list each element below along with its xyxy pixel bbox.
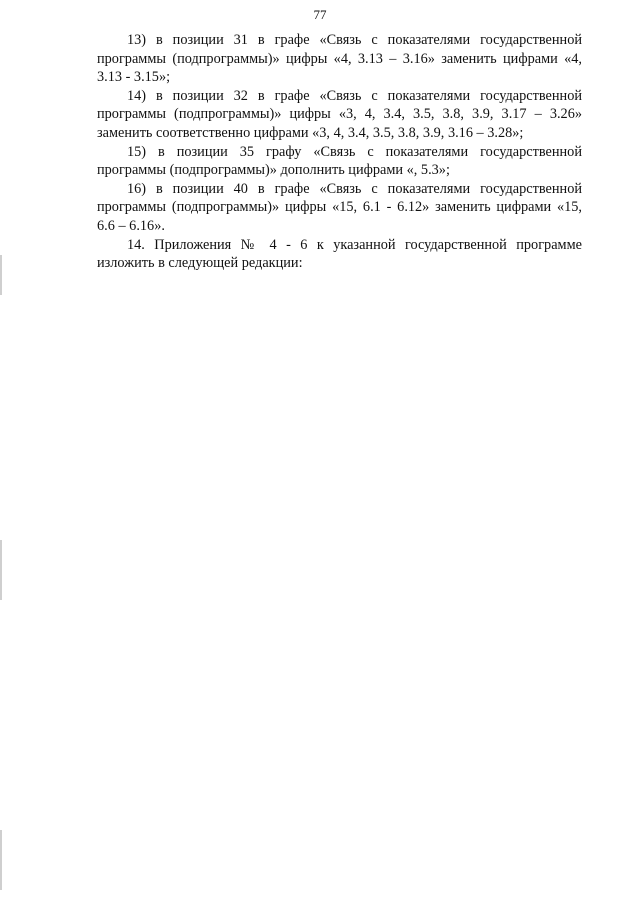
paragraph-section-14: 14. Приложения № 4 - 6 к указанной государственной программе изложить в следующей редакции:	[97, 236, 582, 272]
page-number: 77	[313, 7, 327, 22]
scan-edge-mark	[0, 540, 2, 600]
paragraph-item-14: 14) в позиции 32 в графе «Связь с показателями государственной программы (подпрограммы)» цифры «3, 4, 3.4, 3.5, 3.8, 3.9, 3.17 – 3.26» заменить соответственно цифрами «3, 4, 3.4, 3.5, 3.8, 3.9, 3.16 – 3.28»;	[97, 87, 582, 141]
paragraph-item-16: 16) в позиции 40 в графе «Связь с показателями государственной программы (подпрограммы)» цифры «15, 6.1 - 6.12» заменить цифрами «15, 6.6 – 6.16».	[97, 180, 582, 234]
paragraph-item-15: 15) в позиции 35 графу «Связь с показателями государственной программы (подпрограммы)» дополнить цифрами «, 5.3»;	[97, 143, 582, 179]
scan-edge-mark	[0, 255, 2, 295]
paragraph-item-13: 13) в позиции 31 в графе «Связь с показателями государственной программы (подпрограммы)» цифры «4, 3.13 – 3.16» заменить цифрами «4, 3.13 - 3.15»;	[97, 32, 582, 86]
scan-edge-mark	[0, 830, 2, 890]
document-body	[97, 31, 582, 273]
